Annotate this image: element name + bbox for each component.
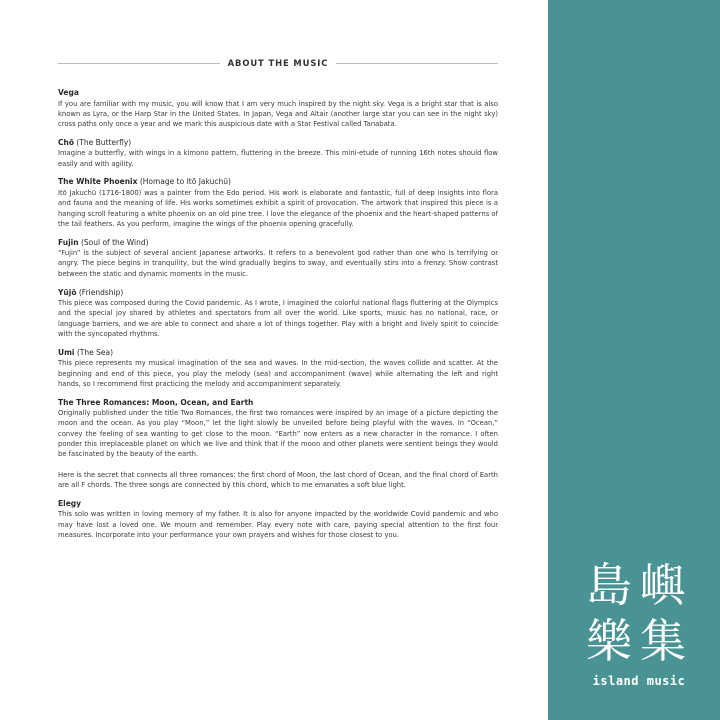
piece-subtitle: (Friendship) (76, 287, 124, 297)
music-section (58, 238, 498, 279)
piece-subtitle: (The Butterfly) (74, 137, 132, 147)
section-title (58, 238, 498, 249)
section-title (58, 348, 498, 359)
music-section (58, 138, 498, 169)
piece-title: Yūjō (58, 287, 77, 297)
section-title (58, 138, 498, 149)
section-paragraph: If you are familiar with my music, you will know that I am very much inspired by the night sky. Vega is a bright star that is also known as Lyra, or the Harp Star in the United States. In Japan, Vega and Altair (another large star you can see in the night sky) cross paths only once a year and we mark this auspicious date with a Star Festival called Tanabata. (58, 99, 498, 129)
music-section (58, 348, 498, 389)
music-notes (58, 88, 498, 549)
publisher-logo (584, 558, 694, 692)
logo-char: 嶼 (640, 558, 686, 612)
section-paragraph: Here is the secret that connects all three romances: the first chord of Moon, the last chord of Ocean, and the final chord of Earth are all F chords. The three songs are connected by this chord, which to me emanates a soft blue light. (58, 470, 498, 489)
section-paragraph: Itō Jakuchū (1716-1800) was a painter from the Edo period. His work is elaborate and fantastic, full of deep insights into flora and fauna and the meaning of life. His works sometimes exhibit a spirit of provocation. The artwork that inspired this piece is a hanging scroll featuring a white phoenix on an old pine tree. I love the elegance of the phoenix and the heart-shaped patterns of the tail feathers. As you perform, imagine the wings of the phoenix opening gracefully. (58, 188, 498, 228)
piece-title: Vega (58, 88, 79, 97)
piece-title: Chō (58, 137, 74, 147)
logo-char: 島 (586, 558, 632, 612)
piece-subtitle: (Soul of the Wind) (78, 237, 149, 247)
heading-rule-right (336, 63, 498, 64)
section-heading (58, 56, 498, 70)
heading-title: ABOUT THE MUSIC (227, 58, 329, 68)
piece-title: Umi (58, 347, 75, 357)
section-title (58, 288, 498, 299)
section-title (58, 88, 498, 99)
music-section (58, 499, 498, 540)
section-paragraph: Originally published under the title Two Romances, the first two romances were inspired by an image of a picture depicting the moon and the ocean. As you play “Moon,” let the light slowly be unveiled before being playful with the waves. In “Ocean,” convey the feeling of sea wanting to get close to the moon. “Earth” now enters as a new character in the romance. I often ponder this irreplaceable planet on which we live and think that if the moon and other planets were sentient beings they would be fascinated by the beauty of the earth. (58, 409, 498, 459)
logo-char: 集 (640, 614, 686, 668)
piece-title: The White Phoenix (58, 177, 138, 187)
heading-rule-left (58, 63, 220, 64)
section-title (58, 177, 498, 188)
piece-subtitle: (Homage to Itō Jakuchū) (137, 177, 231, 187)
piece-title: Fujin (58, 237, 79, 247)
music-section (58, 398, 498, 491)
section-title (58, 398, 498, 409)
section-paragraph: This piece represents my musical imagination of the sea and waves. In the mid-section, the waves collide and scatter. At the beginning and end of this piece, you play the melody (sea) and accompaniment (wave) while alternating the left and right hands, so I recommend first practicing the melody and accompaniment separately. (58, 359, 498, 388)
piece-subtitle: (The Sea) (74, 347, 114, 357)
piece-title: Elegy (58, 498, 82, 508)
section-paragraph: Imagine a butterfly, with wings in a kimono pattern, fluttering in the breeze. This mini-etude of running 16th notes should flow easily and with agility. (58, 149, 498, 168)
music-section (58, 288, 498, 340)
music-section (58, 88, 498, 129)
piece-title: The Three Romances: Moon, Ocean, and Earth (58, 397, 254, 407)
music-section (58, 177, 498, 229)
section-paragraph: This piece was composed during the Covid pandemic. As I wrote, I imagined the colorful national flags fluttering at the Olympics and the special joy shared by athletes and spectators from all over the world. Like sports, music has no national, race, or language barriers, and we are able to connect and share a lot of things together. Play with a bright and lively spirit to coincide with the syncopated rhythms. (58, 299, 498, 338)
section-title (58, 499, 498, 510)
section-paragraph: “Fujin” is the subject of several ancient Japanese artworks. It refers to a benevolent god rather than one who is terrifying or angry. The piece begins in tranquility, but the wind gradually begins to sway, and eventually stirs into a frenzy. Show contrast between the static and dynamic moments in the music. (58, 249, 498, 278)
section-paragraph: This solo was written in loving memory of my father. It is also for anyone impacted by the worldwide Covid pandemic and who may have lost a loved one. We mourn and remember. Play every note with care, paying special attention to the first four measures. Incorporate into your performance your own prayers and wishes for those closest to you. (58, 510, 498, 539)
logo-wordmark: island music (592, 674, 686, 688)
logo-char: 樂 (586, 614, 632, 668)
